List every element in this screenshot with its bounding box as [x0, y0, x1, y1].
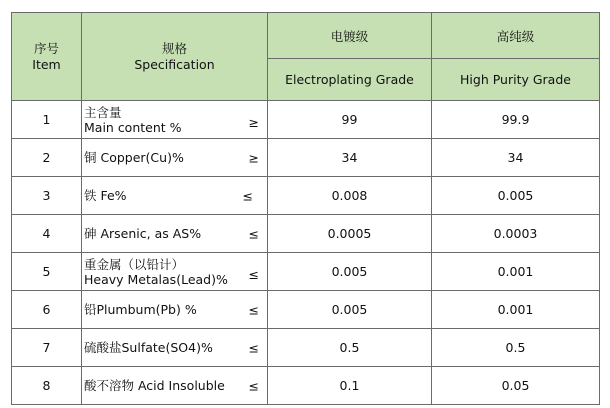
high-purity-value: 99.9	[432, 101, 600, 139]
electroplating-value: 0.1	[268, 367, 432, 405]
row-number: 3	[12, 177, 82, 215]
electroplating-value: 0.0005	[268, 215, 432, 253]
header-spec-en: Specification	[134, 56, 215, 72]
row-number: 1	[12, 101, 82, 139]
header-high-purity-cn: 高纯级	[432, 13, 600, 59]
row-number: 2	[12, 139, 82, 177]
row-number: 4	[12, 215, 82, 253]
specification-table	[11, 12, 600, 405]
row-spec	[82, 329, 268, 367]
high-purity-value: 0.05	[432, 367, 600, 405]
spec-text: 硫酸盐Sulfate(SO4)%	[84, 340, 213, 355]
header-specification	[82, 13, 268, 101]
spec-text: 铜 Copper(Cu)%	[84, 150, 184, 165]
spec-text: 酸不溶物 Acid Insoluble	[84, 378, 225, 393]
header-item-cn: 序号	[33, 40, 59, 56]
spec-text: 铅Plumbum(Pb) %	[84, 302, 197, 317]
comparison-symbol: ≤	[248, 267, 259, 282]
row-spec	[82, 101, 268, 139]
comparison-symbol: ≤	[248, 340, 259, 355]
electroplating-value: 0.005	[268, 253, 432, 291]
table-row	[12, 215, 600, 253]
electroplating-value: 0.008	[268, 177, 432, 215]
table-row	[12, 177, 600, 215]
comparison-symbol: ≥	[248, 115, 259, 130]
table-row	[12, 139, 600, 177]
high-purity-value: 0.001	[432, 291, 600, 329]
header-high-purity-en: High Purity Grade	[432, 59, 600, 101]
comparison-symbol: ≤	[248, 226, 259, 241]
high-purity-value: 0.005	[432, 177, 600, 215]
header-item-number	[12, 13, 82, 101]
header-row-top	[12, 13, 600, 59]
spec-en: Heavy Metalas(Lead)%	[84, 271, 228, 287]
electroplating-value: 99	[268, 101, 432, 139]
table-row	[12, 253, 600, 291]
high-purity-value: 0.0003	[432, 215, 600, 253]
table-row	[12, 367, 600, 405]
row-spec	[82, 215, 268, 253]
header-spec-cn: 规格	[161, 40, 187, 56]
spec-en: Main content %	[84, 119, 182, 135]
header-electroplating-en: Electroplating Grade	[268, 59, 432, 101]
comparison-symbol: ≤	[242, 188, 253, 203]
spec-text: 铁 Fe%	[84, 188, 127, 203]
comparison-symbol: ≤	[248, 302, 259, 317]
row-number: 8	[12, 367, 82, 405]
header-item-en: Item	[32, 56, 61, 72]
electroplating-value: 0.005	[268, 291, 432, 329]
row-spec	[82, 367, 268, 405]
row-spec	[82, 177, 268, 215]
high-purity-value: 0.001	[432, 253, 600, 291]
table-row	[12, 101, 600, 139]
table-row	[12, 329, 600, 367]
electroplating-value: 34	[268, 139, 432, 177]
row-spec	[82, 139, 268, 177]
header-electroplating-cn: 电镀级	[268, 13, 432, 59]
row-number: 5	[12, 253, 82, 291]
spec-cn: 主含量	[84, 104, 122, 120]
comparison-symbol: ≥	[248, 150, 259, 165]
high-purity-value: 0.5	[432, 329, 600, 367]
high-purity-value: 34	[432, 139, 600, 177]
row-spec	[82, 291, 268, 329]
row-number: 7	[12, 329, 82, 367]
row-spec	[82, 253, 268, 291]
row-number: 6	[12, 291, 82, 329]
spec-cn: 重金属（以铅计）	[84, 256, 185, 272]
spec-table-container	[11, 12, 600, 405]
spec-text: 砷 Arsenic, as AS%	[84, 226, 202, 241]
comparison-symbol: ≤	[248, 378, 259, 393]
electroplating-value: 0.5	[268, 329, 432, 367]
table-row	[12, 291, 600, 329]
